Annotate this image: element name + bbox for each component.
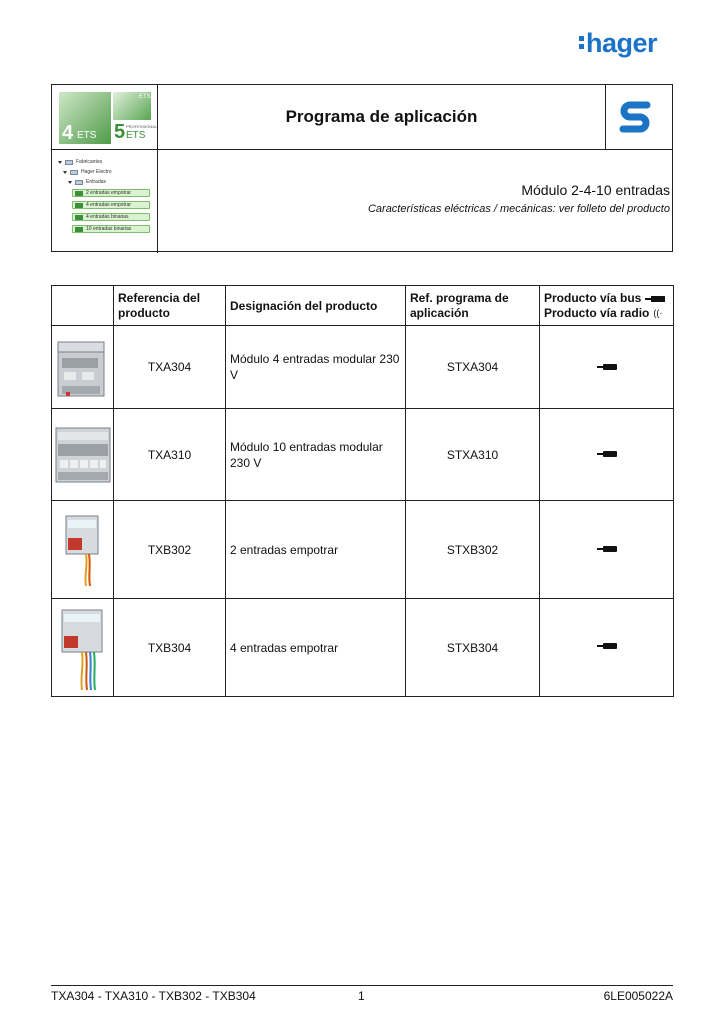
tree-leaf: 4 entradas empotrar [72, 201, 150, 209]
row-reference: TXA304 [147, 360, 192, 374]
footer-doc-code: 6LE005022A [603, 989, 673, 1003]
header-radio: Producto vía radio [544, 306, 650, 320]
header-app-ref: Ref. programa de aplicación [410, 291, 509, 320]
tree-leaf: 10 entradas binarias [72, 225, 150, 233]
row-designation: Módulo 10 entradas modular 230 V [230, 439, 383, 470]
bus-plug-icon [645, 296, 665, 302]
ets5-text: ETS [126, 130, 146, 141]
row-reference: TXB302 [147, 542, 192, 557]
tree-leaf: 2 entradas empotrar [72, 189, 150, 197]
row-app-ref: STXB304 [446, 640, 499, 655]
row-designation: 2 entradas empotrar [230, 542, 339, 557]
header-bus: Producto vía bus [544, 291, 642, 305]
radio-wave-icon: ((· [653, 308, 663, 318]
product-table [51, 285, 674, 697]
ets5-professional: PROFESSIONAL [126, 124, 158, 129]
header-block: ETS 4 ETS 5 PROFESSIONAL ETS Fabricantes Hager Electro Entradas 2 entradas empotrar 4 entradas empotrar 4 entradas binarias 10 entradas binarias Programa de aplicación Módulo 2-4-10 entradas Características eléctricas / mecánicas: ver folleto del producto [51, 84, 673, 252]
footer-rule [51, 985, 673, 986]
footer-references: TXA304 - TXA310 - TXB302 - TXB304 [51, 989, 256, 1003]
row-app-ref: STXB302 [446, 542, 499, 557]
product-image-txb302 [62, 512, 104, 590]
logo-text: hager [586, 28, 658, 58]
application-s-icon [618, 99, 652, 135]
bus-plug-icon [597, 364, 617, 370]
folder-icon [75, 180, 83, 185]
product-image-txa304 [56, 336, 108, 400]
bus-plug-icon [597, 451, 617, 457]
module-icon [75, 191, 83, 196]
characteristics-note: Características eléctricas / mecánicas: ver folleto del producto [367, 203, 670, 215]
module-icon [75, 215, 83, 220]
bus-plug-icon [597, 546, 617, 552]
ets-badges: ETS 4 ETS 5 PROFESSIONAL ETS [59, 92, 151, 146]
product-image-txb304 [58, 606, 108, 692]
module-icon [75, 227, 83, 232]
row-designation: Módulo 4 entradas modular 230 V [230, 352, 400, 382]
logo-dots [579, 36, 584, 52]
ets4-text: ETS [77, 130, 97, 141]
module-icon [75, 203, 83, 208]
header-designation: Designación del producto [230, 298, 378, 313]
row-designation: 4 entradas empotrar [230, 640, 339, 655]
product-image-txa310 [54, 424, 112, 486]
hager-logo [579, 28, 657, 59]
row-app-ref: STXA310 [446, 447, 499, 462]
footer-page-number: 1 [358, 989, 365, 1003]
module-title: Módulo 2-4-10 entradas [521, 182, 670, 198]
tree-leaf: 4 entradas binarias [72, 213, 150, 221]
folder-icon [70, 170, 78, 175]
folder-icon [65, 160, 73, 165]
row-app-ref: STXA304 [446, 360, 499, 374]
row-reference: TXA310 [147, 447, 192, 462]
bus-plug-icon [597, 643, 617, 649]
ets5-number: 5 [114, 121, 126, 143]
header-reference: Referencia del producto [118, 291, 201, 320]
page-title: Programa de aplicación [285, 107, 478, 126]
header-bus-radio [540, 286, 673, 326]
row-reference: TXB304 [147, 640, 192, 655]
ets4-number: 4 [62, 122, 74, 144]
